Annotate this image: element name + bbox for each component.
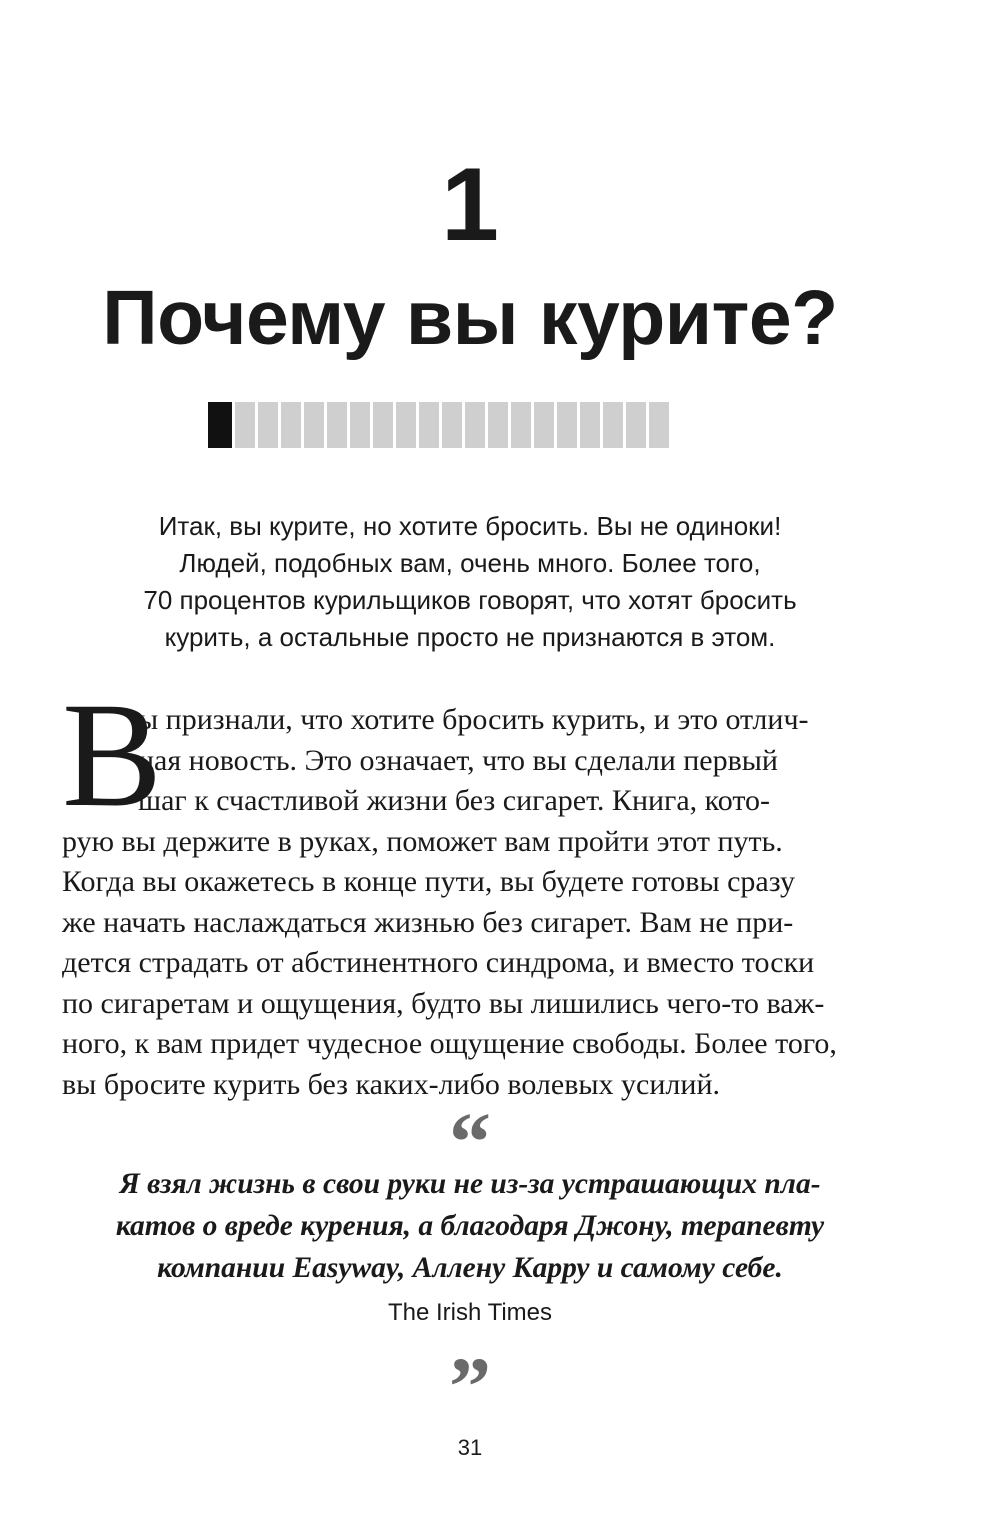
progress-segment-empty	[649, 402, 669, 448]
body-line: ного, к вам придет чудесное ощущение свободы. Более того,	[62, 1027, 837, 1060]
body-line: Когда вы окажетесь в конце пути, вы будете готовы сразу	[62, 865, 795, 898]
intro-line: 70 процентов курильщиков говорят, что хотят бросить	[143, 585, 797, 615]
intro-line: Людей, подобных вам, очень много. Более того,	[179, 548, 761, 578]
body-paragraph	[62, 700, 888, 1105]
body-line: рую вы держите в руках, поможет вам пройти этот путь.	[62, 824, 783, 858]
progress-segment-filled	[208, 402, 232, 448]
progress-segment-empty	[534, 402, 554, 448]
progress-segment-empty	[580, 402, 600, 448]
quote-line: катов о вреде курения, а благодаря Джону, терапевту	[115, 1210, 825, 1242]
drop-cap: В	[62, 672, 163, 838]
body-line: ная новость. Это означает, что вы сделали первый	[138, 743, 778, 777]
body-line: по сигаретам и ощущения, будто вы лишились чего-то важ-	[62, 986, 825, 1020]
page-number: 31	[457, 1435, 483, 1460]
progress-segment-empty	[465, 402, 485, 448]
quote-source: The Irish Times	[387, 1299, 553, 1326]
chapter-progress-bar	[208, 402, 720, 448]
open-quote-icon: “	[449, 1096, 491, 1189]
body-line: шаг к счастливой жизни без сигарет. Книга, кото-	[138, 784, 771, 817]
progress-segment-empty	[258, 402, 278, 448]
progress-segment-empty	[603, 402, 623, 448]
quote-line: компании Easyway, Аллену Карру и самому себе.	[157, 1252, 783, 1284]
body-line: же начать наслаждаться жизнью без сигарет. Вам не при-	[62, 905, 794, 939]
progress-segment-empty	[626, 402, 646, 448]
progress-segment-empty	[235, 402, 255, 448]
pull-quote	[55, 1163, 885, 1289]
progress-segment-empty	[511, 402, 531, 448]
close-quote-icon: ”	[449, 1341, 491, 1434]
progress-segment-empty	[419, 402, 439, 448]
progress-segment-empty	[327, 402, 347, 448]
quote-line: Я взял жизнь в свои руки не из-за устрашающих пла-	[119, 1168, 821, 1200]
progress-segment-empty	[281, 402, 301, 448]
progress-segment-empty	[373, 402, 393, 448]
intro-line: Итак, вы курите, но хотите бросить. Вы не одиноки!	[158, 511, 782, 541]
progress-segment-empty	[488, 402, 508, 448]
chapter-title: Почему вы курите?	[102, 275, 838, 361]
progress-segment-empty	[350, 402, 370, 448]
body-line: вы бросите курить без каких-либо волевых усилий.	[62, 1067, 720, 1101]
progress-segment-empty	[304, 402, 324, 448]
body-line: дется страдать от абстинентного синдрома, и вместо тоски	[62, 946, 815, 979]
intro-line: курить, а остальные просто не признаются в этом.	[164, 622, 776, 652]
progress-segment-empty	[396, 402, 416, 448]
chapter-intro	[90, 508, 850, 656]
body-line: ы признали, что хотите бросить курить, и это отлич-	[138, 703, 809, 736]
progress-segment-empty	[557, 402, 577, 448]
chapter-number: 1	[441, 147, 499, 263]
progress-segment-empty	[442, 402, 462, 448]
